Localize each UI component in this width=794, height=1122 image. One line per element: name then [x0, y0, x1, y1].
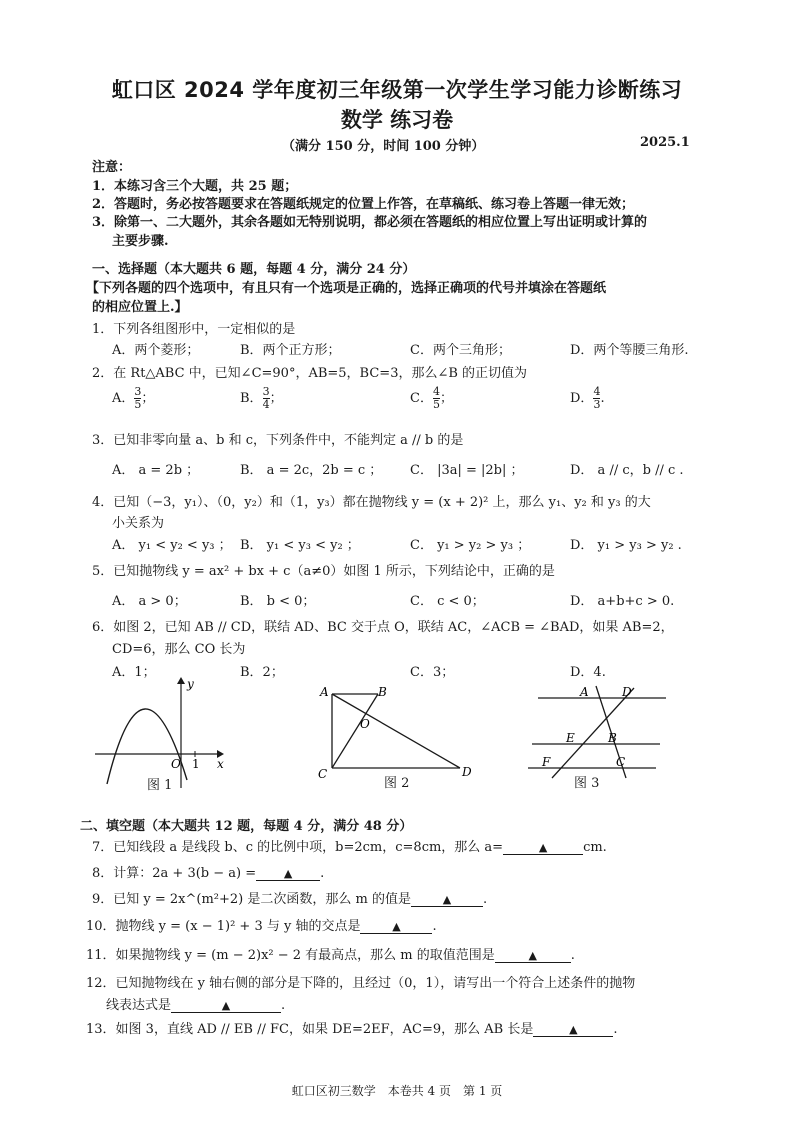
q13: 13．如图 3，直线 AD // EB // FC，如果 DE=2EF，AC=9，那么 AB 长是 ▲ . — [86, 1022, 618, 1037]
figure-3-caption: 图 3 — [574, 776, 600, 791]
answer-blank[interactable]: ▲ — [503, 841, 583, 855]
answer-blank[interactable]: ▲ — [411, 893, 483, 907]
q1-option-d: D．两个等腰三角形. — [570, 343, 689, 358]
q3-option-c: C． |3a| = |2b| ； — [410, 463, 524, 478]
answer-blank[interactable]: ▲ — [256, 867, 320, 881]
q4-option-a: A． y₁ < y₂ < y₃ ； — [112, 538, 232, 553]
exam-subject: 数学 练习卷 — [340, 108, 454, 132]
q2-option-c: C． $\frac{4}{5}$ ； — [410, 385, 453, 411]
answer-blank[interactable]: ▲ — [495, 949, 571, 963]
q9: 9．已知 y = 2x^(m²+2) 是二次函数，那么 m 的值是 ▲ . — [92, 892, 488, 907]
figure-2-caption: 图 2 — [384, 776, 410, 791]
point-a-label: A — [320, 685, 329, 699]
q3-option-b: B． a = 2c，2b = c ； — [240, 463, 383, 478]
segment-bc — [332, 694, 378, 768]
q1-option-b: B．两个正方形； — [240, 343, 341, 358]
section1-instruction: 的相应位置上.】 — [92, 300, 188, 315]
tick-one-label: 1 — [192, 757, 200, 771]
q12-cont: 线表达式是 ▲ . — [106, 998, 286, 1013]
parabola-curve — [107, 709, 187, 784]
figure-1-caption: 图 1 — [147, 778, 173, 793]
note-item: 3．除第一、二大题外，其余各题如无特别说明，都必须在答题纸的相应位置上写出证明或计算的 — [92, 215, 648, 230]
q2-option-d: D． $\frac{4}{3}$ . — [570, 385, 605, 411]
figure-3 — [524, 682, 674, 782]
q4-option-b: B． y₁ < y₃ < y₂ ； — [240, 538, 360, 553]
point-c-label: C — [318, 767, 328, 781]
q3-option-a: A． a = 2b ； — [112, 463, 200, 478]
section1-instruction: 【下列各题的四个选项中，有且只有一个选项是正确的，选择正确项的代号并填涂在答题纸 — [86, 281, 607, 296]
page-footer: 虹口区初三数学 本卷共 4 页 第 1 页 — [291, 1084, 503, 1098]
q1-stem: 1．下列各组图形中，一定相似的是 — [92, 322, 296, 337]
note-item: 1．本练习含三个大题，共 25 题； — [92, 179, 298, 194]
q5-option-b: B． b < 0； — [240, 594, 316, 609]
note-item: 主要步骤. — [112, 234, 169, 249]
exam-info: （满分 150 分，时间 100 分钟） — [282, 139, 485, 154]
point-c-label: C — [616, 755, 626, 769]
q4-stem: 4．已知（−3，y₁）、（0，y₂）和（1，y₃）都在抛物线 y = (x + 2)² 上，那么 y₁、y₂ 和 y₃ 的大 — [92, 495, 651, 510]
q2-option-a: A． $\frac{3}{5}$ ； — [112, 385, 155, 411]
answer-blank[interactable]: ▲ — [171, 999, 281, 1013]
point-a-label: A — [580, 685, 589, 699]
notes-heading: 注意： — [92, 160, 132, 175]
x-axis-label: x — [217, 757, 224, 771]
q1-option-c: C．两个三角形； — [410, 343, 511, 358]
point-d-label: D — [622, 685, 632, 699]
q6-option-d: D．4. — [570, 665, 606, 680]
point-o-label: O — [360, 717, 370, 731]
y-axis-label: y — [187, 677, 194, 691]
q6-option-c: C．3； — [410, 665, 455, 680]
section1-heading: 一、选择题（本大题共 6 题，每题 4 分，满分 24 分） — [92, 262, 416, 277]
q5-stem: 5．已知抛物线 y = ax² + bx + c（a≠0）如图 1 所示，下列结论中，正确的是 — [92, 564, 555, 579]
point-e-label: E — [566, 731, 575, 745]
q11: 11．如果抛物线 y = (m − 2)x² − 2 有最高点，那么 m 的取值范围是 ▲ . — [86, 948, 575, 963]
section2-heading: 二、填空题（本大题共 12 题，每题 4 分，满分 48 分） — [80, 819, 413, 834]
q3-option-d: D． a // c，b // c . — [570, 463, 684, 478]
q5-option-d: D． a+b+c > 0. — [570, 594, 675, 609]
q8: 8．计算：2a + 3(b − a) = ▲ . — [92, 866, 325, 881]
point-b-label: B — [608, 731, 617, 745]
q6-option-a: A．1； — [112, 665, 156, 680]
q7: 7．已知线段 a 是线段 b、c 的比例中项，b=2cm，c=8cm，那么 a= ▲ cm. — [92, 840, 607, 855]
figure-2 — [312, 682, 482, 782]
q6-stem: 6．如图 2，已知 AB // CD，联结 AD、BC 交于点 O，联结 AC，∠ACB = ∠BAD，如果 AB=2， — [92, 620, 674, 635]
q12: 12．已知抛物线在 y 轴右侧的部分是下降的，且经过（0，1），请写出一个符合上述条件的抛物 — [86, 976, 636, 991]
q2-option-b: B． $\frac{3}{4}$ ； — [240, 385, 283, 411]
q1-option-a: A．两个菱形； — [112, 343, 200, 358]
exam-title: 虹口区 2024 学年度初三年级第一次学生学习能力诊断练习 — [111, 78, 683, 102]
q4-option-c: C． y₁ > y₂ > y₃ ； — [410, 538, 531, 553]
point-d-label: D — [462, 765, 472, 779]
q5-option-c: C． c < 0； — [410, 594, 485, 609]
y-axis-arrow — [177, 677, 185, 684]
point-f-label: F — [542, 755, 551, 769]
q3-stem: 3．已知非零向量 a、b 和 c，下列条件中，不能判定 a // b 的是 — [92, 433, 464, 448]
q4-stem-cont: 小关系为 — [112, 516, 165, 531]
note-item: 2．答题时，务必按答题要求在答题纸规定的位置上作答，在草稿纸、练习卷上答题一律无效； — [92, 197, 635, 212]
q5-option-a: A． a > 0； — [112, 594, 187, 609]
q4-option-d: D． y₁ > y₃ > y₂ . — [570, 538, 682, 553]
q2-stem: 2．在 Rt△ABC 中，已知∠C=90°，AB=5，BC=3，那么∠B 的正切值为 — [92, 366, 528, 381]
origin-label: O — [171, 757, 181, 771]
answer-blank[interactable]: ▲ — [360, 920, 432, 934]
q10: 10．抛物线 y = (x − 1)² + 3 与 y 轴的交点是 ▲ . — [86, 919, 437, 934]
answer-blank[interactable]: ▲ — [533, 1023, 613, 1037]
point-b-label: B — [378, 685, 387, 699]
exam-date: 2025.1 — [640, 135, 690, 150]
q6-stem-cont: CD=6，那么 CO 长为 — [112, 642, 246, 657]
q6-option-b: B．2； — [240, 665, 284, 680]
segment-ad — [332, 694, 460, 768]
